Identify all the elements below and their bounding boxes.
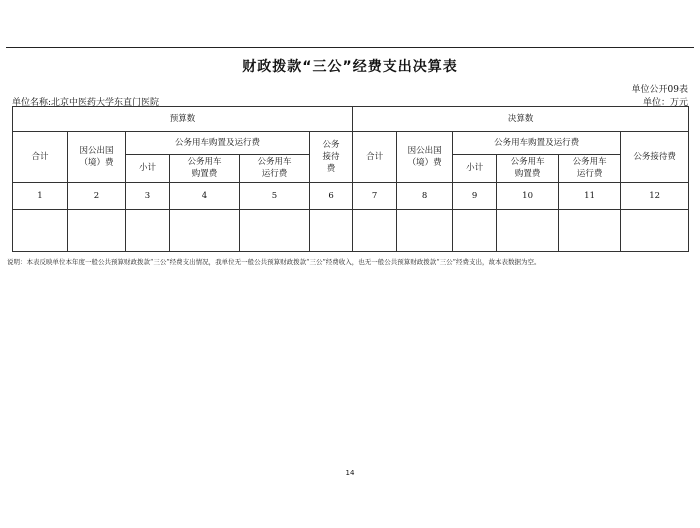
column-number: 1: [13, 182, 68, 209]
data-cell: [397, 209, 453, 251]
column-number: 2: [68, 182, 126, 209]
currency-unit: 单位：万元: [642, 98, 688, 108]
data-cell: [353, 209, 397, 251]
data-cell: [310, 209, 353, 251]
final-vehicle-operation-header: 公务用车运行费: [559, 154, 621, 182]
data-cell: [621, 209, 689, 251]
data-cell: [240, 209, 310, 251]
data-cell: [453, 209, 497, 251]
column-number: 3: [126, 182, 170, 209]
budget-total-header: 合计: [13, 131, 68, 182]
data-cell: [68, 209, 126, 251]
budget-group-header: 预算数: [13, 107, 353, 132]
column-number: 10: [497, 182, 559, 209]
unit-name: 单位名称:北京中医药大学东直门医院: [12, 98, 160, 108]
form-code: 单位公开09表: [631, 85, 688, 95]
budget-vehicle-group-header: 公务用车购置及运行费: [126, 131, 310, 154]
top-rule: [6, 47, 694, 48]
data-cell: [559, 209, 621, 251]
column-number-row: [13, 182, 689, 209]
budget-vehicle-purchase-header: 公务用车购置费: [170, 154, 240, 182]
data-cell: [126, 209, 170, 251]
column-number: 11: [559, 182, 621, 209]
final-vehicle-purchase-header: 公务用车购置费: [497, 154, 559, 182]
explanation-note: 说明：本表反映单位本年度一般公共预算财政拨款“三公”经费支出情况，我单位无一般公共预算财政拨款“三公”经费收入，也无一般公共预算财政拨款“三公”经费支出，故本表数据为空。: [7, 258, 541, 266]
budget-vehicle-operation-header: 公务用车运行费: [240, 154, 310, 182]
final-abroad-header: 因公出国（境）费: [397, 131, 453, 182]
data-cell: [497, 209, 559, 251]
column-number: 6: [310, 182, 353, 209]
column-number: 8: [397, 182, 453, 209]
expenditure-table: [12, 106, 689, 252]
final-subtotal-header: 小计: [453, 154, 497, 182]
column-number: 9: [453, 182, 497, 209]
data-cell: [13, 209, 68, 251]
page-number: 14: [345, 469, 355, 477]
final-group-header: 决算数: [353, 107, 689, 132]
budget-abroad-header: 因公出国（境）费: [68, 131, 126, 182]
data-cell: [170, 209, 240, 251]
final-reception-header: 公务接待费: [621, 131, 689, 182]
page-title: 财政拨款“三公”经费支出决算表: [242, 59, 458, 75]
column-number: 12: [621, 182, 689, 209]
final-total-header: 合计: [353, 131, 397, 182]
column-number: 4: [170, 182, 240, 209]
budget-subtotal-header: 小计: [126, 154, 170, 182]
data-row: [13, 209, 689, 251]
final-vehicle-group-header: 公务用车购置及运行费: [453, 131, 621, 154]
column-number: 5: [240, 182, 310, 209]
column-number: 7: [353, 182, 397, 209]
budget-reception-header: 公务接待费: [310, 131, 353, 182]
